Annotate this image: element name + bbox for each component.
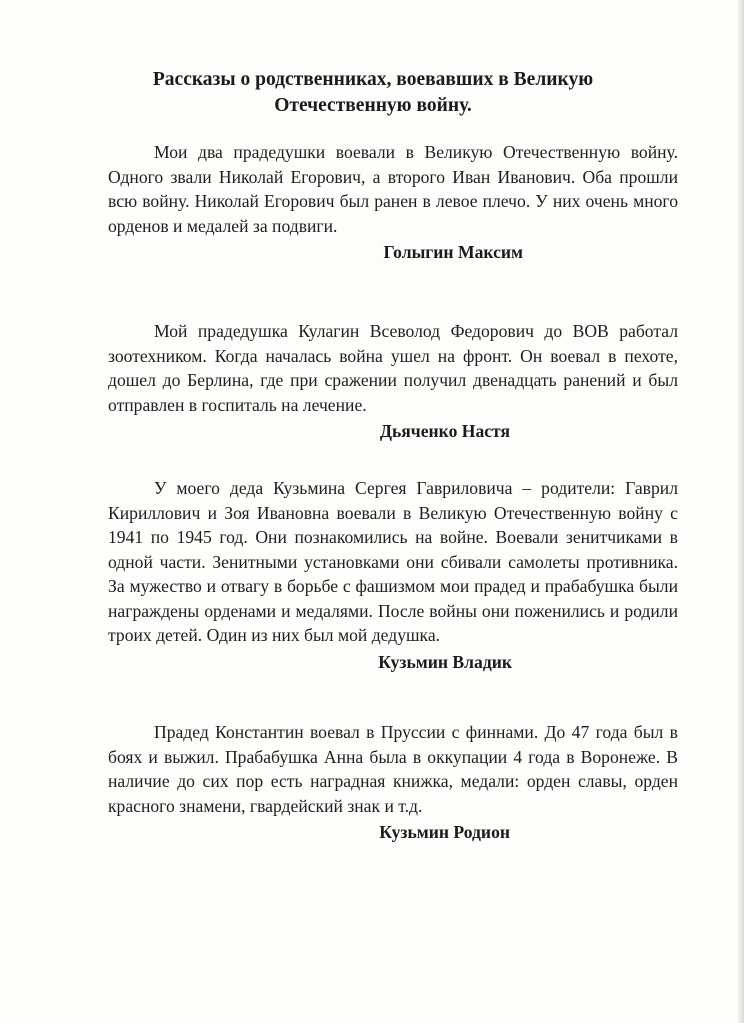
story-dyachenko	[108, 319, 678, 443]
story-author: Голыгин Максим	[383, 242, 523, 262]
story-text: Мой прадедушка Кулагин Всеволод Федорович до ВОВ работал зоотехником. Когда началась война ушел на фронт. Он воевал в пехоте, дошел до Берлина, где при сражении получил двенадцать ранений и был отправлен в госпиталь на лечение.	[108, 321, 678, 415]
story-kuzmin-vladik	[108, 476, 678, 674]
story-author: Дьяченко Настя	[379, 421, 510, 441]
story-text: Прадед Константин воевал в Пруссии с финнами. До 47 года был в боях и выжил. Прабабушка Анна была в оккупации 4 года в Воронеже. В наличие до сих пор есть наградная книжка, медали: орден славы, орден красного знамени, гвардейский знак и т.д.	[108, 722, 678, 816]
story-text: Мои два прадедушки воевали в Великую Отечественную войну. Одного звали Николай Егорович, а второго Иван Иванович. Оба прошли всю войну. Николай Егорович был ранен в левое плечо. У них очень много орденов и медалей за подвиги.	[108, 142, 678, 236]
document-title: Рассказы о родственниках, воевавших в Великую Отечественную войну.	[152, 69, 594, 116]
story-author: Кузьмин Владик	[378, 651, 512, 672]
story-text: У моего деда Кузьмина Сергея Гавриловича – родители: Гаврил Кириллович и Зоя Ивановна воевали в Великую Отечественную войну с 1941 по 1945 год. Они познакомились на войне. Воевали зенитчиками в одной части. Зенитными установками они сбивали самолеты противника. За мужество и отвагу в борьбе с фашизмом мои прадед и прабабушка были награждены орденами и медалями. После войны они поженились и родили троих детей. Один из них был мой дедушка.	[108, 478, 678, 645]
scan-edge	[738, 0, 744, 1023]
story-golygin	[108, 140, 678, 264]
story-kuzmin-rodion	[108, 720, 678, 844]
story-author: Кузьмин Родион	[379, 822, 510, 842]
